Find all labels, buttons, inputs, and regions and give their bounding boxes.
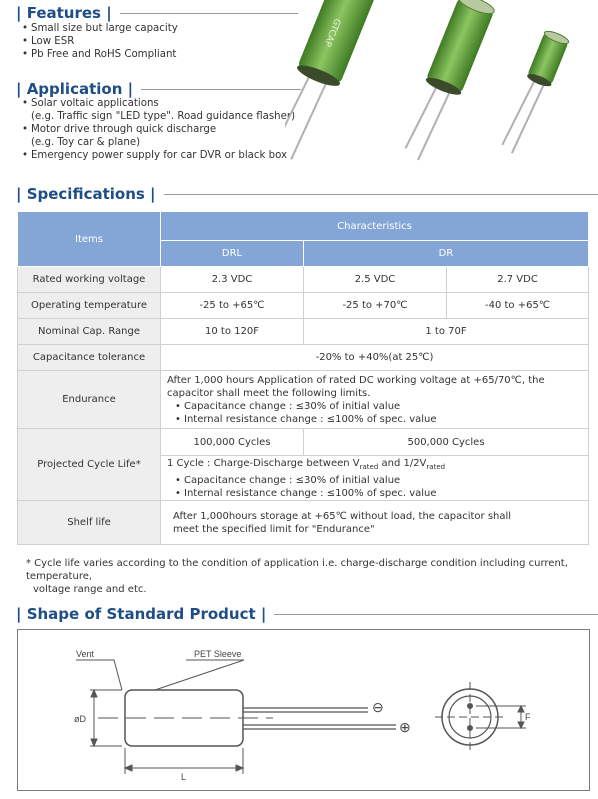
feature-item: • Small size but large capacity (22, 22, 178, 35)
pet-leader (155, 660, 244, 690)
table-row (18, 345, 589, 371)
operating-temp-label: Operating temperature (18, 293, 161, 319)
cycle-bullet: • Internal resistance change : ≤100% of spec. value (167, 487, 582, 500)
shape-header (16, 605, 598, 623)
shelf-life-line: meet the specified limit for "Endurance" (173, 523, 375, 535)
shelf-life-line: After 1,000hours storage at +65℃ without load, the capacitor shall (173, 510, 512, 522)
lead-hole (468, 726, 473, 731)
cycle-prefix: 1 Cycle : Charge-Discharge between V (167, 457, 360, 469)
dr-header: DR (304, 241, 589, 267)
table-row (18, 319, 589, 345)
cycle-life-label: Projected Cycle Life* (18, 429, 161, 501)
table-row (18, 267, 589, 293)
shelf-life-cell (161, 501, 589, 545)
vent-label: Vent (76, 649, 95, 659)
capacitor-small (498, 29, 570, 157)
table-row (18, 371, 589, 429)
table-row (18, 501, 589, 545)
note-line: voltage range and etc. (33, 584, 147, 595)
capacitor-medium (397, 0, 497, 166)
application-list (22, 97, 295, 162)
cycle-definition-cell (161, 456, 589, 501)
table-cell: 10 to 120F (161, 319, 304, 345)
shelf-life-label: Shelf life (18, 501, 161, 545)
features-title: | Features | (16, 4, 112, 22)
table-cell: 2.7 VDC (447, 267, 589, 293)
specifications-header (16, 185, 598, 203)
positive-terminal-icon: ⊕ (399, 719, 411, 735)
features-list (22, 22, 178, 61)
tolerance-label: Capacitance tolerance (18, 345, 161, 371)
endurance-bullet: • Capacitance change : ≤30% of initial value (167, 400, 582, 413)
shape-title: | Shape of Standard Product | (16, 605, 267, 623)
table-cell: 100,000 Cycles (161, 429, 304, 456)
table-row (18, 212, 589, 241)
diameter-label: øD (74, 714, 86, 724)
endurance-text: After 1,000 hours Application of rated DC working voltage at +65/70℃, the capacitor shall meet the following limits. (167, 374, 545, 399)
application-item-text: Solar voltaic applications (31, 98, 159, 109)
endurance-label: Endurance (18, 371, 161, 429)
table-cell: 2.3 VDC (161, 267, 304, 293)
nominal-cap-label: Nominal Cap. Range (18, 319, 161, 345)
application-item (22, 149, 295, 162)
table-row (18, 293, 589, 319)
application-item (22, 97, 295, 123)
feature-item: • Low ESR (22, 35, 178, 48)
features-divider (120, 13, 298, 14)
features-header (16, 4, 298, 22)
rated-voltage-label: Rated working voltage (18, 267, 161, 293)
cycle-definition (167, 457, 582, 474)
table-cell: 1 to 70F (304, 319, 589, 345)
negative-terminal-icon: ⊖ (372, 699, 384, 715)
cycle-life-note (26, 557, 586, 596)
table-cell: -25 to +70℃ (304, 293, 447, 319)
specifications-title: | Specifications | (16, 185, 156, 203)
table-row (18, 429, 589, 456)
pitch-label: F (525, 712, 531, 722)
application-item-example: (e.g. Toy car & plane) (31, 137, 141, 148)
application-item-text: Motor drive through quick discharge (31, 124, 217, 135)
feature-item: • Pb Free and RoHS Compliant (22, 48, 178, 61)
items-header: Items (18, 212, 161, 267)
endurance-bullet: • Internal resistance change : ≤100% of spec. value (167, 413, 582, 426)
sleeve-text: GTCAP (321, 16, 342, 48)
application-item-example: (e.g. Traffic sign "LED type". Road guidance flasher) (31, 111, 296, 122)
application-title: | Application | (16, 80, 134, 98)
application-header (16, 80, 301, 98)
product-photo (285, 0, 585, 175)
application-divider (141, 89, 301, 90)
rated-subscript: rated (426, 462, 446, 471)
specifications-divider (164, 194, 598, 195)
table-cell: 2.5 VDC (304, 267, 447, 293)
characteristics-header: Characteristics (161, 212, 589, 241)
application-item-text: Emergency power supply for car DVR or black box (31, 150, 288, 161)
application-item (22, 123, 295, 149)
cycle-mid: and 1/2V (378, 457, 427, 469)
cycle-bullet: • Capacitance change : ≤30% of initial value (167, 474, 582, 487)
endurance-cell (161, 371, 589, 429)
table-cell: -40 to +65℃ (447, 293, 589, 319)
note-line: * Cycle life varies according to the condition of application i.e. charge-discharge condition including current, temperature, (26, 558, 568, 582)
table-cell: -25 to +65℃ (161, 293, 304, 319)
shape-diagram-box (17, 629, 590, 791)
rated-subscript: rated (359, 462, 379, 471)
length-label: L (181, 772, 187, 782)
specifications-table (17, 211, 589, 545)
table-cell: 500,000 Cycles (304, 429, 589, 456)
table-cell: -20% to +40%(at 25℃) (161, 345, 589, 371)
dimension-diagram (18, 630, 589, 790)
shape-divider (274, 614, 598, 615)
vent-leader (76, 660, 122, 690)
capacitor-large (285, 0, 380, 166)
pet-sleeve-label: PET Sleeve (194, 649, 242, 659)
drl-header: DRL (161, 241, 304, 267)
